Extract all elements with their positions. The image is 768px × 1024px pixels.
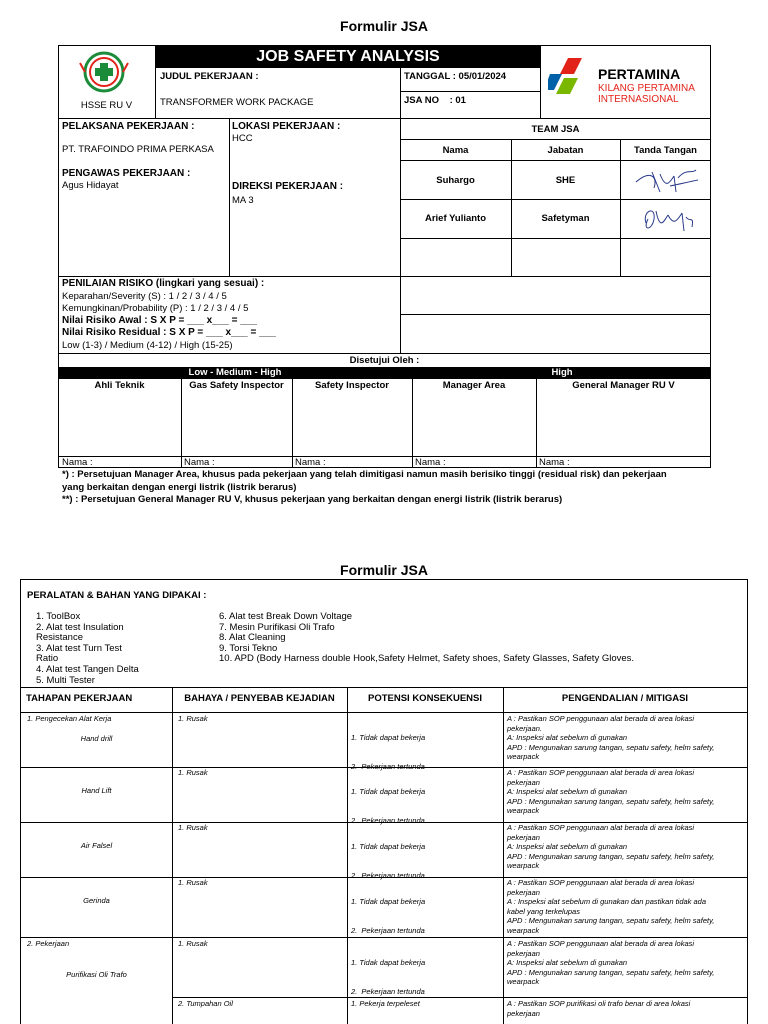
main-title: JOB SAFETY ANALYSIS <box>156 46 540 68</box>
equipment-item: 3. Alat test Turn Test <box>36 642 122 654</box>
mitigation-line: A : Pastikan SOP penggunaan alat berada di area lokasi <box>507 714 695 723</box>
consequence-line: 2. Pekerjaan tertunda <box>351 870 425 880</box>
mitigation-line: pekerjaan <box>507 832 540 842</box>
mitigation-line: wearpack <box>507 861 540 870</box>
team-col-nama: Nama <box>442 145 469 156</box>
row-item: Hand Lift <box>81 786 112 795</box>
mitigation-line: A : Pastikan SOP penggunaan alat berada di area lokasi <box>507 878 695 887</box>
judul-label: JUDUL PEKERJAAN : <box>160 71 259 82</box>
mitigation-line: A : Pastikan SOP penggunaan alat berada di area lokasi <box>507 823 695 832</box>
approval-high: High <box>413 367 711 378</box>
mitigation-line: wearpack <box>507 806 540 815</box>
row-hazard: 1. Rusak <box>178 768 208 777</box>
equipment-title: PERALATAN & BAHAN YANG DIPAKAI : <box>27 590 207 601</box>
mitigation-line: APD : Mengunakan sarung tangan, sepatu safety, helm safety, <box>507 796 715 806</box>
equipment-item: 8. Alat Cleaning <box>219 632 286 644</box>
pertamina-logo-icon <box>548 56 598 100</box>
signature-suhargo <box>630 162 702 197</box>
form-title-1: Formulir JSA <box>340 18 428 34</box>
lokasi-label: LOKASI PEKERJAAN : <box>232 121 341 132</box>
mitigation-line: pekerjaan <box>507 948 540 958</box>
row-hazard: 1. Rusak <box>178 878 208 887</box>
direksi-value: MA 3 <box>232 195 254 206</box>
pertamina-sub2: INTERNASIONAL <box>598 94 679 105</box>
pengawas-value: Agus Hidayat <box>62 180 119 191</box>
mitigation-line: kabel yang terkelupas <box>507 906 580 916</box>
risk-awal: Nilai Risiko Awal : S X P = ___ x___ = ___ <box>62 315 257 326</box>
row-mitigation <box>507 768 745 816</box>
col-pengendalian: PENGENDALIAN / MITIGASI <box>561 693 689 704</box>
note-1: *) : Persetujuan Manager Area, khusus pada pekerjaan yang telah dimitigasi namun masih berisiko tinggi (residual risk) dan pekerjaan <box>62 469 667 480</box>
row-consequence: 1. Pekerja terpeleset <box>351 999 420 1008</box>
mitigation-line: pekerjaan <box>507 777 540 787</box>
mitigation-line: A : Inspeksi alat sebelum di gunakan dan pastikan tidak ada <box>507 897 707 906</box>
row-mitigation <box>507 939 745 987</box>
member-jabatan: SHE <box>555 175 576 186</box>
nama-field[interactable]: Nama : <box>295 457 326 468</box>
row-consequence <box>351 939 425 1006</box>
hsse-logo <box>76 49 132 95</box>
pelaksana-label: PELAKSANA PEKERJAAN : <box>62 121 195 132</box>
nama-field[interactable]: Nama : <box>539 457 570 468</box>
note-1b: yang berkaitan dengan energi listrik (listrik berarus) <box>62 482 297 493</box>
risk-title: PENILAIAN RISIKO (lingkari yang sesuai) : <box>62 278 265 289</box>
row-consequence <box>351 878 425 945</box>
consequence-line: 1. Tidak dapat bekerja <box>351 897 426 906</box>
tanggal: TANGGAL : 05/01/2024 <box>404 71 507 82</box>
mitigation-line: APD : Mengunakan sarung tangan, sepatu safety, helm safety, <box>507 742 715 752</box>
row-item: Purifikasi Oli Trafo <box>66 970 127 979</box>
direksi-label: DIREKSI PEKERJAAN : <box>232 181 344 192</box>
consequence-line: 2. Pekerjaan tertunda <box>351 815 425 825</box>
row-item: Hand drill <box>80 734 113 743</box>
row-hazard: 2. Tumpahan Oil <box>178 999 233 1008</box>
row-item: Air Falsel <box>80 841 113 850</box>
row-step: 1. Pengecekan Alat Kerja <box>27 714 112 723</box>
row-step: 2. Pekerjaan <box>27 939 70 948</box>
equipment-item: Resistance <box>36 632 83 644</box>
nama-field[interactable]: Nama : <box>62 457 93 468</box>
row-hazard: 1. Rusak <box>178 939 208 948</box>
mitigation-line: pekerjaan. <box>507 723 543 733</box>
role-safety-inspector: Safety Inspector <box>315 380 389 391</box>
signature-arief <box>638 201 698 237</box>
row-mitigation <box>507 999 745 1018</box>
row-hazard: 1. Rusak <box>178 714 208 723</box>
lokasi-value: HCC <box>232 133 253 144</box>
team-title: TEAM JSA <box>531 124 580 135</box>
mitigation-line: pekerjaan <box>507 1008 540 1018</box>
pelaksana-value: PT. TRAFOINDO PRIMA PERKASA <box>62 144 214 155</box>
mitigation-line: A: Inspeksi alat sebelum di gunakan <box>507 958 628 967</box>
approval-title: Disetujui Oleh : <box>349 355 420 366</box>
mitigation-line: APD : Mengunakan sarung tangan, sepatu safety, helm safety, <box>507 967 715 977</box>
consequence-line: 1. Tidak dapat bekerja <box>351 733 426 742</box>
mitigation-line: A : Pastikan SOP purifikasi oli trafo benar di area lokasi <box>507 999 691 1008</box>
member-nama: Arief Yulianto <box>424 213 487 224</box>
consequence-line: 2. Pekerjaan tertunda <box>351 925 425 935</box>
role-gas-safety: Gas Safety Inspector <box>189 380 284 391</box>
equipment-item: 9. Torsi Tekno <box>219 642 278 654</box>
member-nama: Suhargo <box>436 175 475 186</box>
equipment-item: 7. Mesin Purifikasi Oli Trafo <box>219 621 335 633</box>
equipment-list-right <box>219 612 634 665</box>
equipment-item: 2. Alat test Insulation <box>36 621 124 633</box>
mitigation-line: wearpack <box>507 925 540 935</box>
approval-lmh: Low - Medium - High <box>58 367 412 378</box>
equipment-item: 4. Alat test Tangen Delta <box>36 663 139 675</box>
judul-value: TRANSFORMER WORK PACKAGE <box>160 97 314 108</box>
form-title-2: Formulir JSA <box>340 562 428 578</box>
role-general-manager: General Manager RU V <box>572 380 675 391</box>
risk-residual: Nilai Risiko Residual : S X P = ___ x___ = ___ <box>62 327 276 338</box>
row-mitigation <box>507 714 745 762</box>
nama-field[interactable]: Nama : <box>184 457 215 468</box>
equipment-item: Ratio <box>36 653 59 665</box>
risk-severity: Keparahan/Severity (S) : 1 / 2 / 3 / 4 / 5 <box>62 291 227 302</box>
mitigation-line: APD : Mengunakan sarung tangan, sepatu safety, helm safety, <box>507 916 715 925</box>
risk-probability: Kemungkinan/Probability (P) : 1 / 2 / 3 / 4 / 5 <box>62 303 249 314</box>
equipment-item: 1. ToolBox <box>36 611 81 622</box>
team-col-ttd: Tanda Tangan <box>634 145 697 156</box>
hsse-label: HSSE RU V <box>80 100 133 111</box>
mitigation-line: A: Inspeksi alat sebelum di gunakan <box>507 787 628 796</box>
equipment-item: 5. Multi Tester <box>36 674 95 686</box>
role-ahli-teknik: Ahli Teknik <box>94 380 145 391</box>
nama-field[interactable]: Nama : <box>415 457 446 468</box>
pertamina-name: PERTAMINA <box>598 66 681 82</box>
col-tahapan: TAHAPAN PEKERJAAN <box>26 693 133 704</box>
pengawas-label: PENGAWAS PEKERJAAN : <box>62 168 191 179</box>
consequence-line: 2. Pekerjaan tertunda <box>351 986 425 996</box>
mitigation-line: wearpack <box>507 977 540 986</box>
mitigation-line: pekerjaan <box>507 887 540 897</box>
consequence-line: 1. Tidak dapat bekerja <box>351 842 426 851</box>
mitigation-line: APD : Mengunakan sarung tangan, sepatu safety, helm safety, <box>507 851 715 861</box>
mitigation-line: A: Inspeksi alat sebelum di gunakan <box>507 733 628 742</box>
row-mitigation <box>507 823 745 871</box>
mitigation-line: A : Pastikan SOP penggunaan alat berada di area lokasi <box>507 768 695 777</box>
row-item: Gerinda <box>83 896 110 905</box>
note-2: **) : Persetujuan General Manager RU V, khusus pekerjaan yang berkaitan dengan energi listrik (listrik berarus) <box>62 494 563 505</box>
row-hazard: 1. Rusak <box>178 823 208 832</box>
pertamina-sub1: KILANG PERTAMINA <box>598 83 695 94</box>
consequence-line: 2. Pekerjaan tertunda <box>351 761 425 771</box>
member-jabatan: Safetyman <box>541 213 590 224</box>
role-manager-area: Manager Area <box>442 380 506 391</box>
equipment-list-left <box>36 612 139 686</box>
equipment-item: 6. Alat test Break Down Voltage <box>219 611 353 622</box>
col-bahaya: BAHAYA / PENYEBAB KEJADIAN <box>184 693 335 704</box>
consequence-line: 1. Tidak dapat bekerja <box>351 787 426 796</box>
mitigation-line: A : Pastikan SOP penggunaan alat berada di area lokasi <box>507 939 695 948</box>
jsa-no: JSA NO : 01 <box>404 95 466 106</box>
row-mitigation <box>507 878 745 935</box>
mitigation-line: wearpack <box>507 752 540 761</box>
mitigation-line: A: Inspeksi alat sebelum di gunakan <box>507 842 628 851</box>
consequence-line: 1. Tidak dapat bekerja <box>351 958 426 967</box>
team-col-jabatan: Jabatan <box>547 145 584 156</box>
col-potensi: POTENSI KONSEKUENSI <box>367 693 483 704</box>
equipment-item: 10. APD (Body Harness double Hook,Safety Helmet, Safety shoes, Safety Glasses, Safety Gloves. <box>219 653 635 665</box>
risk-scale: Low (1-3) / Medium (4-12) / High (15-25) <box>62 340 233 351</box>
